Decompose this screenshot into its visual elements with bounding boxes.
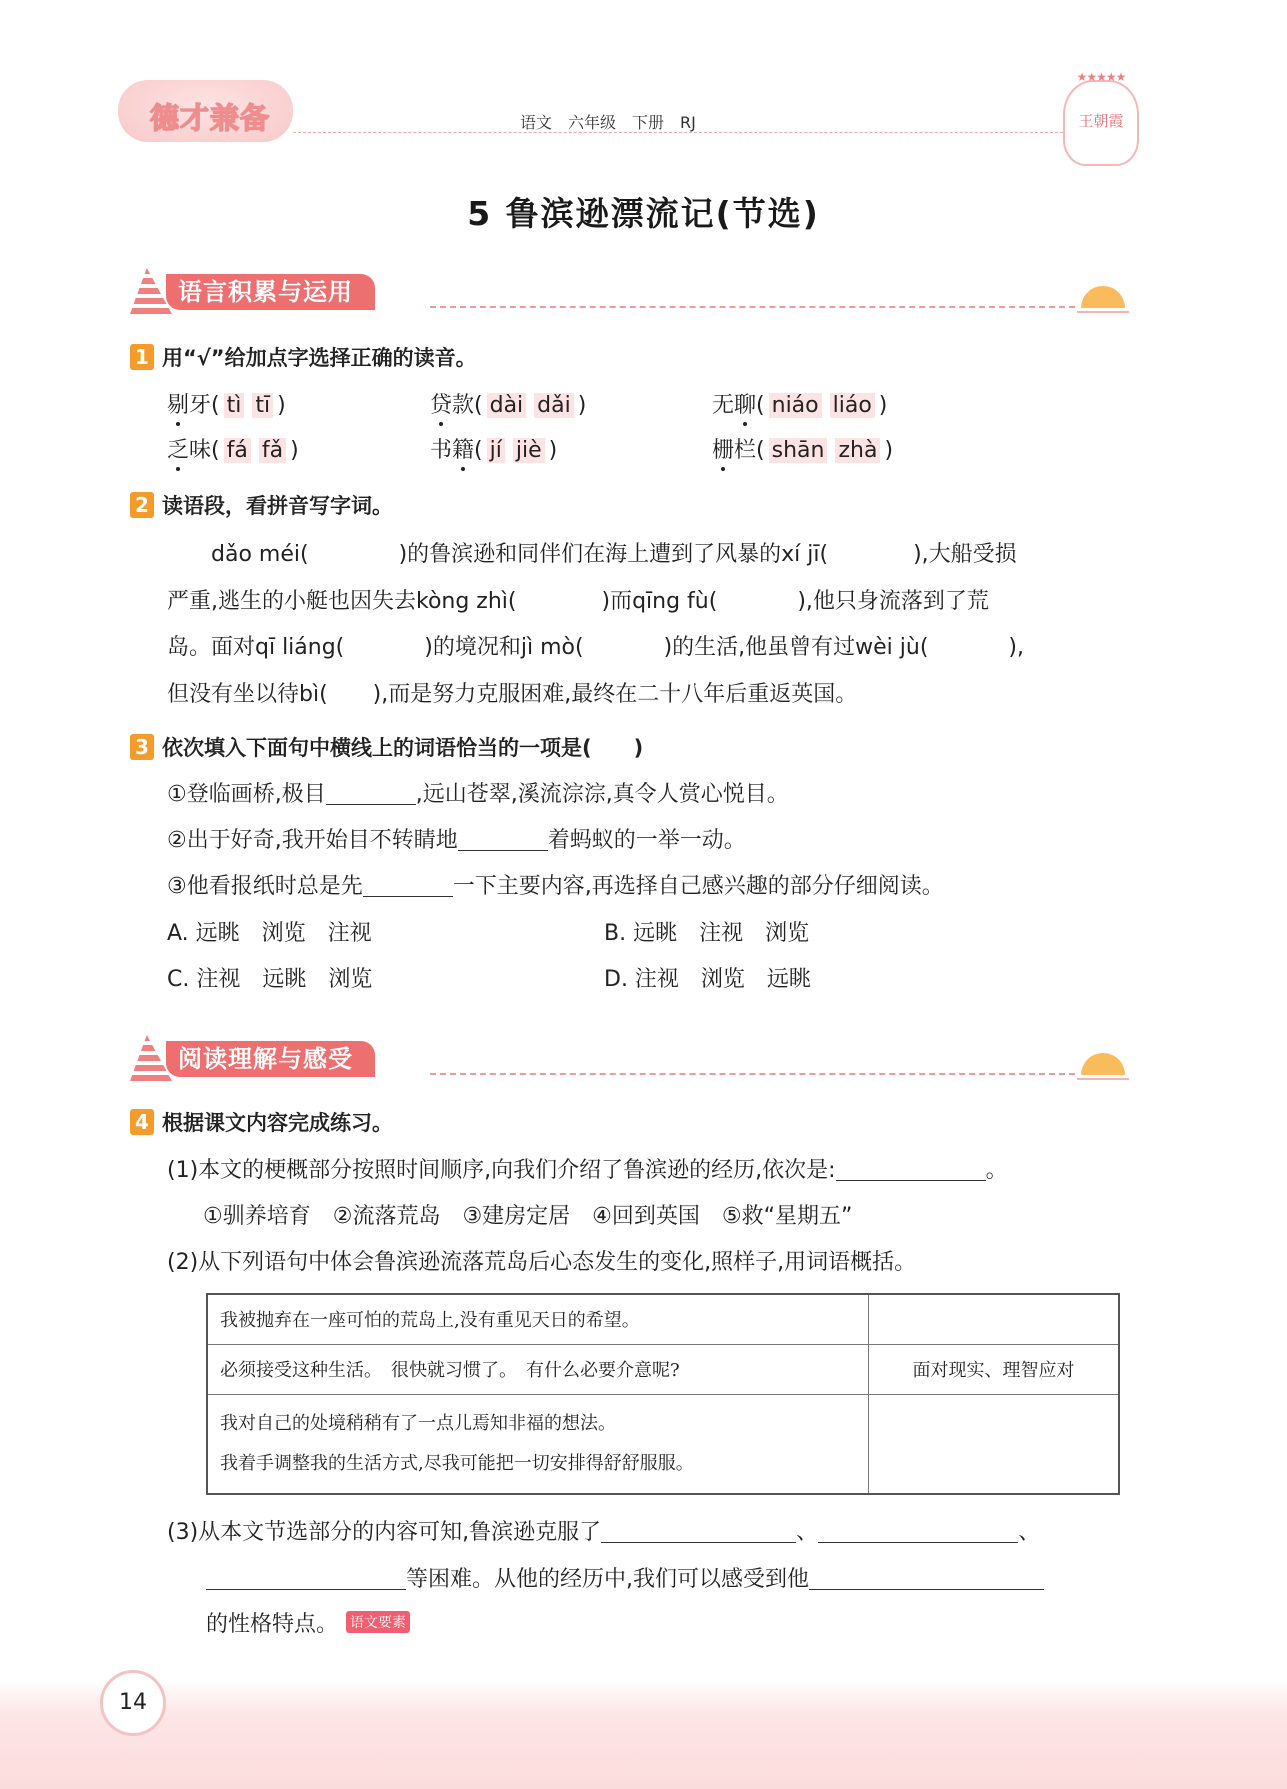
answer-underline[interactable] (206, 1567, 406, 1590)
sentence-item (167, 823, 746, 854)
text-segment: 、 (1018, 1520, 1041, 1545)
paren: ) (577, 393, 587, 418)
answer-underline[interactable] (809, 1567, 1044, 1590)
dotted-char: 聊 (734, 393, 757, 418)
pinyin-choice (712, 388, 887, 419)
text-segment: ②出于好奇,我开始目不转睛地 (167, 828, 458, 853)
q4-part1 (167, 1153, 1008, 1184)
text-segment: dǎo méi( (167, 542, 309, 567)
paragraph-line (167, 677, 857, 708)
text-segment: 但没有坐以待bì( (167, 681, 328, 707)
answer-underline[interactable] (458, 828, 548, 851)
answer-underline[interactable] (836, 1158, 986, 1181)
table-row: 必须接受这种生活。 很快就习惯了。 有什么必要介意呢? 面对现实、理智应对 (207, 1344, 1119, 1394)
text-segment: 。 (985, 1158, 1008, 1183)
word-char: ( (474, 438, 483, 463)
pinyin-option[interactable]: fǎ (259, 438, 286, 463)
word-char: 味( (189, 438, 220, 463)
pinyin-option[interactable]: shān (769, 438, 828, 463)
pinyin-choice (430, 388, 586, 419)
option-d: D. 注视 浏览 远眺 (604, 967, 811, 992)
dotted-char: 栅 (712, 438, 735, 463)
text-segment: )的境况和jì mò( (424, 635, 584, 660)
table-row: 我对自己的处境稍稍有了一点儿焉知非福的想法。 我着手调整我的生活方式,尽我可能把一切安排得舒舒服服。 (207, 1394, 1119, 1494)
text-segment: )而qīng fù( (601, 588, 718, 614)
paren: ) (548, 438, 558, 463)
text-segment: )的鲁滨逊和同伴们在海上遭到了风暴的xí jī( (398, 542, 829, 567)
section-banner-1: 语言积累与运用 (130, 268, 1130, 318)
pinyin-choice (167, 388, 286, 419)
paren: ) (884, 438, 894, 463)
answer-underline[interactable] (601, 1520, 796, 1543)
pinyin-option[interactable]: jiè (513, 438, 545, 463)
question-2: 2 读语段，看拼音写字词。 (130, 490, 393, 520)
text-segment: 的性格特点。 (206, 1612, 339, 1637)
pinyin-choice (167, 433, 299, 464)
word-char: 书 (430, 438, 453, 463)
part3-line (206, 1607, 410, 1638)
paren: ) (290, 438, 299, 463)
sentence-item (167, 869, 944, 900)
answer-underline[interactable] (326, 782, 416, 805)
paragraph-line (167, 630, 1024, 661)
dotted-char: 剔 (167, 393, 190, 418)
text-segment: 岛。面对qī liáng( (167, 635, 345, 660)
text-segment: ),而是努力克服困难,最终在二十八年后重返英国。 (372, 681, 858, 707)
text-segment: ,远山苍翠,溪流淙淙,真令人赏心悦目。 (415, 782, 789, 807)
pinyin-option[interactable]: dài (487, 393, 527, 418)
answer-underline[interactable] (363, 874, 453, 897)
part3-line (167, 1515, 1040, 1546)
paragraph-line (167, 584, 989, 615)
pinyin-option[interactable]: jí (487, 438, 505, 463)
pinyin-option[interactable]: tī (252, 393, 273, 418)
part3-line (206, 1562, 1044, 1593)
brand-logo: 德才兼备 (118, 80, 293, 142)
paren: ) (878, 393, 888, 418)
dotted-char: 贷 (430, 393, 453, 418)
text-segment: ),他只身流落到了荒 (797, 588, 989, 614)
answer-underline[interactable] (818, 1520, 1018, 1543)
page-number: 14 (100, 1670, 166, 1736)
word-char: 无 (712, 393, 735, 418)
pinyin-option[interactable]: fá (224, 438, 251, 463)
dotted-char: 籍 (452, 438, 475, 463)
pinyin-option[interactable]: zhà (835, 438, 880, 463)
option-b: B. 远眺 注视 浏览 (604, 921, 810, 946)
subject-line: 语文 六年级 下册 RJ (520, 113, 696, 132)
q4-part2: (2)从下列语句中体会鲁滨逊流落荒岛后心态发生的变化,照样子,用词语概括。 (167, 1250, 917, 1275)
text-segment: ),大船受损 (913, 542, 1017, 567)
text-segment: 着蚂蚁的一举一动。 (547, 828, 746, 853)
text-segment: 一下主要内容,再选择自己感兴趣的部分仔细阅读。 (452, 874, 944, 899)
pinyin-option[interactable]: liáo (830, 393, 875, 418)
word-char: 款( (452, 393, 483, 418)
attitude-table (206, 1293, 1120, 1495)
footer-band (0, 1680, 1287, 1789)
author-seal: ★★★★★ 王朝霞 (1063, 80, 1139, 166)
text-segment: ①登临画桥,极目 (167, 782, 326, 807)
section-banner-2: 阅读理解与感受 (130, 1035, 1130, 1085)
dotted-char: 乏 (167, 438, 190, 463)
page-title: 5 鲁滨逊漂流记(节选) (467, 194, 820, 233)
pinyin-option[interactable]: niáo (769, 393, 822, 418)
pinyin-choice (712, 433, 893, 464)
question-4: 4 根据课文内容完成练习。 (130, 1107, 393, 1137)
pinyin-choice (430, 433, 557, 464)
text-segment: 、 (796, 1520, 819, 1545)
text-segment: ), (1008, 635, 1024, 660)
paragraph-line (167, 537, 1017, 568)
text-segment: (1)本文的梗概部分按照时间顺序,向我们介绍了鲁滨逊的经历,依次是: (167, 1158, 836, 1183)
sentence-item (167, 777, 789, 808)
text-segment: 等困难。从他的经历中,我们可以感受到他 (406, 1567, 809, 1592)
word-char: 牙( (189, 393, 220, 418)
option-a: A. 远眺 浏览 注视 (167, 921, 372, 946)
text-segment: (3)从本文节选部分的内容可知,鲁滨逊克服了 (167, 1520, 602, 1545)
word-char: ( (756, 393, 765, 418)
question-1: 1 用“√”给加点字选择正确的读音。 (130, 342, 477, 372)
question-3: 3 依次填入下面句中横线上的词语恰当的一项是( ) (130, 732, 643, 762)
text-segment: 严重,逃生的小艇也因失去kòng zhì( (167, 588, 517, 614)
table-row: 我被抛弃在一座可怕的荒岛上,没有重见天日的希望。 (207, 1294, 1119, 1344)
key-element-badge: 语文要素 (346, 1611, 410, 1633)
q4-part1-items: ①驯养培育 ②流落荒岛 ③建房定居 ④回到英国 ⑤救“星期五” (203, 1204, 853, 1229)
word-char: 栏( (734, 438, 765, 463)
pinyin-option[interactable]: tì (224, 393, 245, 418)
text-segment: )的生活,他虽曾有过wèi jù( (663, 635, 929, 660)
option-c: C. 注视 远眺 浏览 (167, 967, 373, 992)
sunset-icon (1081, 1053, 1125, 1075)
sunset-icon (1081, 286, 1125, 308)
pinyin-option[interactable]: dǎi (534, 393, 574, 418)
text-segment: ③他看报纸时总是先 (167, 874, 363, 899)
paren: ) (277, 393, 286, 418)
